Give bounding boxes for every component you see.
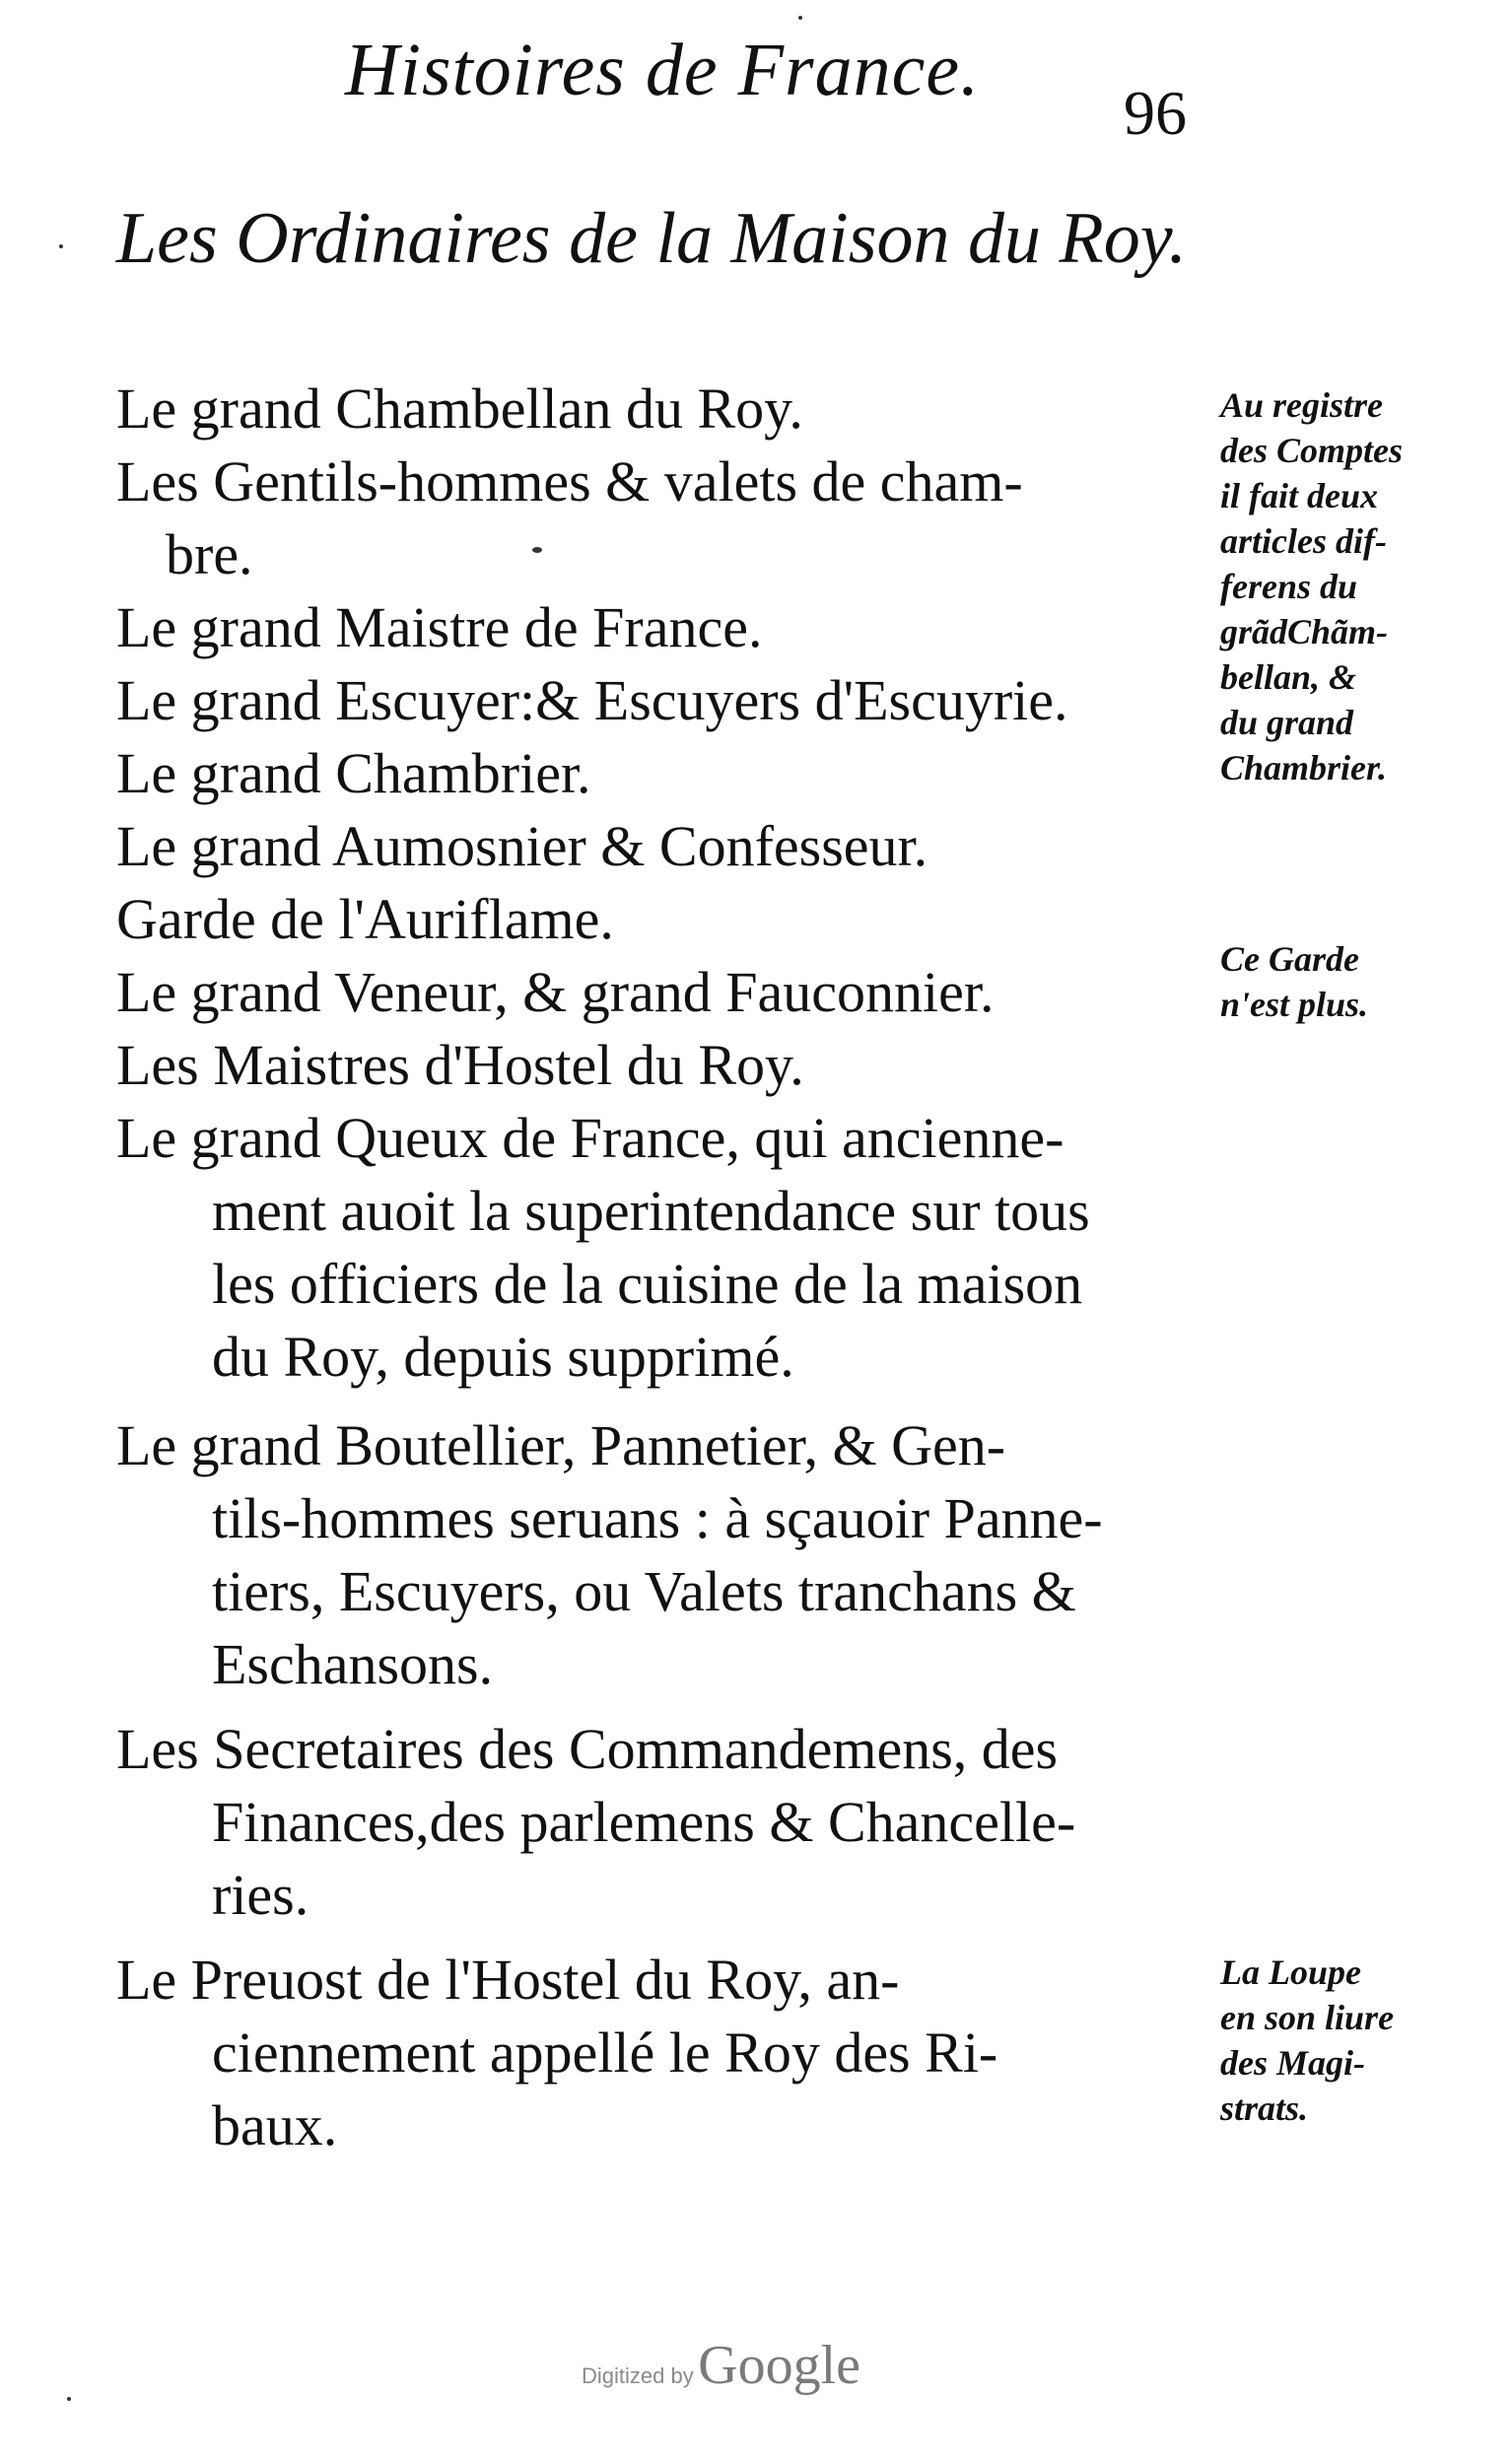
text-line: tiers, Escuyers, ou Valets tranchans & (212, 1559, 1076, 1623)
note-line: grãdChãm- (1220, 612, 1389, 651)
text-line: Les Secretaires des Commandemens, des (116, 1717, 1059, 1781)
text-line: ciennement appellé le Roy des Ri- (212, 2020, 998, 2085)
text-line: du Roy, depuis supprimé. (212, 1325, 794, 1389)
text-line: Le grand Maistre de France. (116, 595, 763, 659)
note-line: ferens du (1220, 567, 1358, 606)
note-line: Ce Garde (1220, 939, 1359, 979)
text-line: Le grand Chambrier. (116, 741, 591, 805)
text-line: les officiers de la cuisine de la maison (212, 1252, 1083, 1316)
text-line: ment auoit la superintendance sur tous (212, 1179, 1090, 1243)
text-line: Le grand Veneur, & grand Fauconnier. (116, 960, 995, 1024)
digitization-watermark (582, 2334, 860, 2397)
note-line: il fait deux (1220, 476, 1378, 515)
ink-speck (532, 547, 542, 553)
text-line: Le grand Chambellan du Roy. (116, 376, 803, 441)
text-line: Garde de l'Auriflame. (116, 887, 614, 951)
note-line: articles dif- (1220, 521, 1387, 561)
note-line: strats. (1220, 2088, 1309, 2128)
page-number: 96 (1124, 78, 1187, 148)
note-line: des Magi- (1220, 2043, 1365, 2083)
digitized-label: Digitized by (582, 2363, 694, 2388)
note-line: Chambrier. (1220, 748, 1388, 787)
note-line: n'est plus. (1220, 985, 1369, 1024)
text-line: baux. (212, 2093, 338, 2157)
note-line: La Loupe (1220, 1952, 1361, 1992)
running-header: Histoires de France. (345, 29, 981, 111)
text-line: Eschansons. (212, 1632, 494, 1696)
text-line: Le grand Boutellier, Pannetier, & Gen- (116, 1413, 1006, 1477)
note-line: du grand (1220, 703, 1354, 742)
text-line: Le grand Aumosnier & Confesseur. (116, 814, 928, 878)
note-line: des Comptes (1220, 431, 1403, 470)
ink-speck (67, 2397, 71, 2401)
text-line: Finances,des parlemens & Chancelle- (212, 1790, 1076, 1854)
text-line: Les Gentils-hommes & valets de cham- (116, 449, 1023, 513)
text-line: ries. (212, 1863, 309, 1927)
section-title: Les Ordinaires de la Maison du Roy. (116, 198, 1187, 279)
text-line: Le grand Escuyer:& Escuyers d'Escuyrie. (116, 668, 1068, 732)
text-line: Le Preuost de l'Hostel du Roy, an- (116, 1948, 900, 2012)
ink-speck (798, 16, 802, 20)
google-wordmark: Google (698, 2335, 861, 2396)
text-line: Le grand Queux de France, qui ancienne- (116, 1106, 1065, 1170)
text-line: Les Maistres d'Hostel du Roy. (116, 1033, 804, 1097)
ink-speck (59, 244, 63, 248)
note-line: bellan, & (1220, 657, 1357, 697)
text-line: bre. (166, 522, 253, 586)
note-line: Au registre (1220, 385, 1384, 425)
text-line: tils-hommes seruans : à sçauoir Panne- (212, 1486, 1103, 1550)
note-line: en son liure (1220, 1998, 1395, 2037)
